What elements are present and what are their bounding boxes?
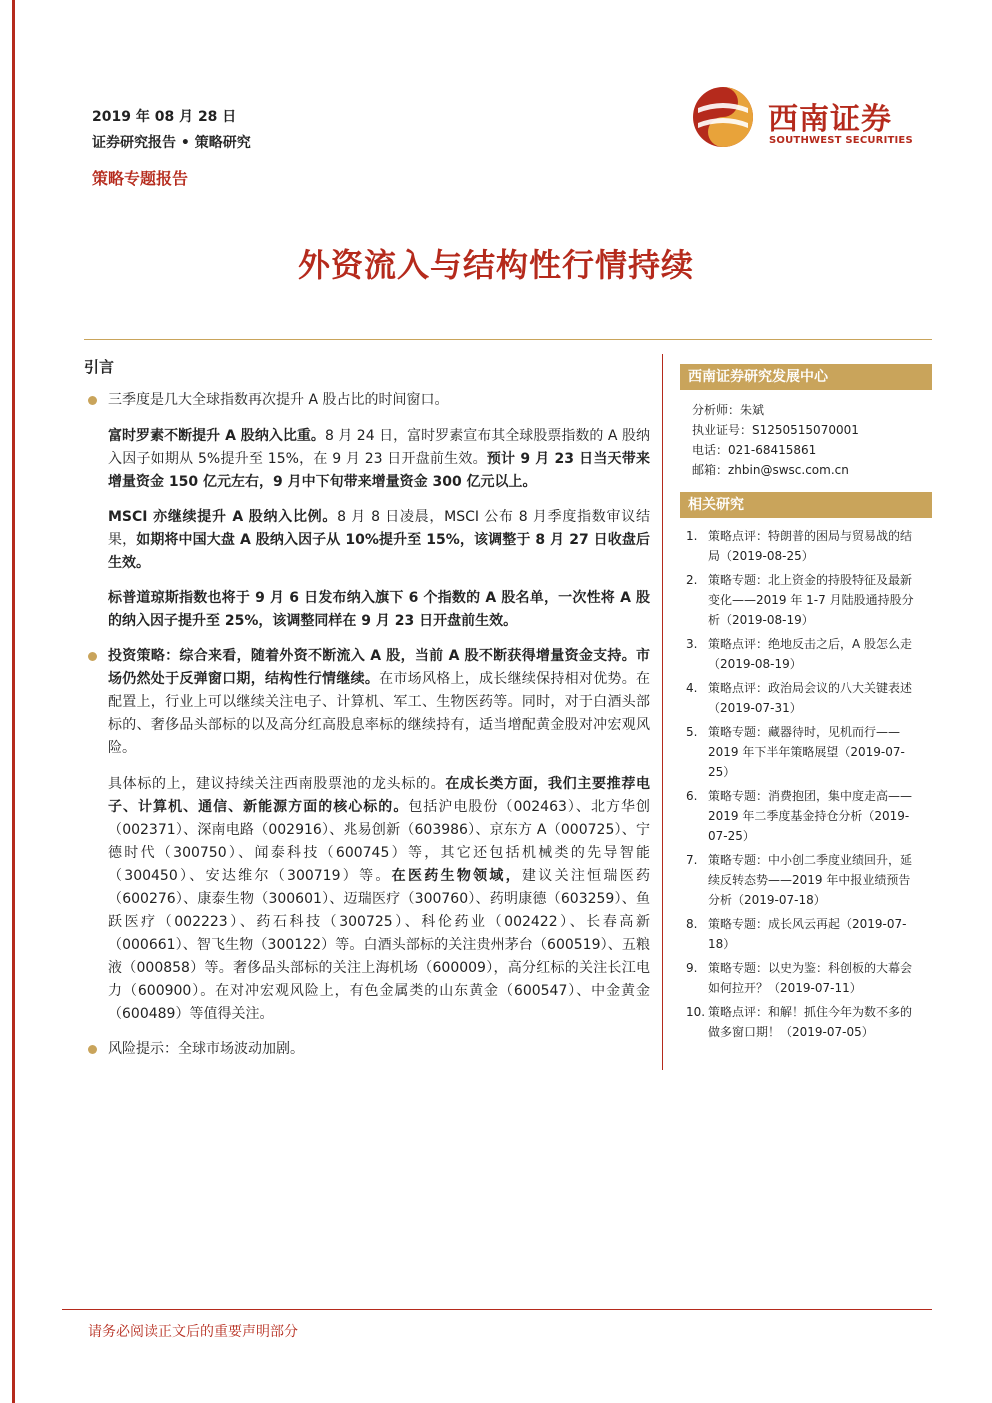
paragraph-msci [84, 506, 650, 575]
msci-text: 8 月 8 日凌晨，MSCI 公布 8 月季度指数审议结果， [108, 509, 650, 548]
paragraph-sp [84, 587, 650, 633]
related-research-list [680, 526, 932, 1042]
strategy-heading: 投资策略：综合来看，随着外资不断流入 A 股，当前 A 股不断获得增量资金支持。市场仍然处于反弹窗口期，结构性行情继续。 [108, 648, 650, 687]
item-text: 策略点评：绝地反击之后，A 股怎么走（2019-08-19） [708, 637, 913, 671]
item-text: 策略专题：中小创二季度业绩回升，延续反转态势——2019 年中报业绩预告分析（2019-07-18） [708, 853, 913, 907]
item-text: 策略专题：藏器待时，见机而行——2019 年下半年策略展望（2019-07-25） [708, 725, 905, 779]
item-number: 8. [686, 917, 698, 931]
ftse-estimate: 预计 9 月 23 日当天带来增量资金 150 亿元左右，9 月中下旬带来增量资金 300 亿元以上。 [108, 451, 650, 490]
item-number: 3. [686, 637, 698, 651]
item-text: 策略专题：以史为鉴：科创板的大幕会如何拉开？（2019-07-11） [708, 961, 913, 995]
paragraph-strategy [84, 645, 650, 760]
list-item[interactable] [680, 958, 932, 998]
footer-divider [62, 1309, 932, 1310]
ftse-heading: 富时罗素不断提升 A 股纳入比重。 [108, 428, 325, 444]
item-number: 5. [686, 725, 698, 739]
sp-text: 标普道琼斯指数也将于 9 月 6 日发布纳入旗下 6 个指数的 A 股名单，一次性将 A 股的纳入因子提升至 25%，该调整同样在 9 月 23 日开盘前生效。 [108, 590, 650, 629]
related-research-header: 相关研究 [680, 492, 932, 518]
msci-detail: 如期将中国大盘 A 股纳入因子从 10%提升至 15%，该调整于 8 月 27 日收盘后生效。 [108, 532, 650, 571]
left-accent-rule [12, 0, 15, 1403]
section-title: 引言 [84, 358, 115, 376]
msci-heading: MSCI 亦继续提升 A 股纳入比例。 [108, 509, 338, 525]
item-number: 6. [686, 789, 698, 803]
picks-growth-heading: 在成长类方面，我们主要推荐电子、计算机、通信、新能源方面的核心标的。 [108, 776, 651, 815]
report-subtype: 策略专题报告 [92, 169, 189, 188]
footer-disclaimer: 请务必阅读正文后的重要声明部分 [88, 1324, 298, 1340]
item-text: 策略专题：消费抱团，集中度走高——2019 年二季度基金持仓分析（2019-07-25） [708, 789, 913, 843]
paragraph-intro: 三季度是几大全球指数再次提升 A 股占比的时间窗口。 [84, 389, 650, 412]
title-divider [84, 339, 932, 340]
list-item[interactable] [680, 634, 932, 674]
logo-name-cn: 西南证券 [768, 102, 892, 137]
list-item[interactable] [680, 786, 932, 846]
analyst-license: 执业证号：S1250515070001 [692, 423, 859, 437]
list-item[interactable] [680, 526, 932, 566]
report-title: 外资流入与结构性行情持续 [297, 246, 694, 284]
list-item[interactable] [680, 914, 932, 954]
list-item[interactable] [680, 678, 932, 718]
picks-pharma-heading: 在医药生物领域， [391, 868, 522, 884]
strategy-text: 在市场风格上，成长继续保持相对优势。在配置上，行业上可以继续关注电子、计算机、军工、生物医药等。同时，对于白酒头部标的、奢侈品头部标的以及高分红高股息率标的继续持有，适当增配黄金股对冲宏观风险。 [108, 671, 651, 756]
picks-intro: 具体标的上，建议持续关注西南股票池的龙头标的。 [108, 776, 446, 792]
picks-pharma-list: 建议关注恒瑞医药（600276）、康泰生物（300601）、迈瑞医疗（300760）、药明康德（603259）、鱼跃医疗（002223）、药石科技（300725）、科伦药业（002422）、长春高新（000661）、智飞生物（300122）等。白酒头部标的关注贵州茅台（600519）、五粮液（000858）等。奢侈品头部标的关注上海机场（600009），高分红标的关注长江电力（600900）。在对冲宏观风险上，有色金属类的山东黄金（600547）、中金黄金（600489）等值得关注。 [108, 868, 651, 1022]
paragraph-risk: 风险提示：全球市场波动加剧。 [84, 1038, 650, 1061]
item-text: 策略点评：和解！抓住今年为数不多的做多窗口期！（2019-07-05） [708, 1005, 913, 1039]
column-divider [662, 354, 663, 1070]
main-content [84, 356, 650, 1074]
list-item[interactable] [680, 570, 932, 630]
item-number: 10. [686, 1005, 706, 1019]
list-item[interactable] [680, 850, 932, 910]
logo-name-en: SOUTHWEST SECURITIES [769, 135, 913, 146]
ftse-text: 8 月 24 日，富时罗素宣布其全球股票指数的 A 股纳入因子如期从 5%提升至 15%，在 9 月 23 日开盘前生效。 [108, 428, 650, 467]
picks-growth-list: 包括沪电股份（002463）、北方华创（002371）、深南电路（002916）、兆易创新（603986）、京东方 A（000725）、宁德时代（300750）、闻泰科技（600745）等，其它还包括机械类的先导智能（300450）、安达维尔（300719）等。 [108, 799, 651, 884]
item-text: 策略点评：特朗普的困局与贸易战的结局（2019-08-25） [708, 529, 913, 563]
company-logo [692, 86, 932, 152]
paragraph-picks [84, 773, 650, 1026]
report-date: 2019 年 08 月 28 日 [92, 109, 237, 125]
research-center-header: 西南证券研究发展中心 [680, 364, 932, 390]
list-item[interactable] [680, 722, 932, 782]
item-text: 策略专题：成长风云再起（2019-07-18） [708, 917, 907, 951]
item-number: 2. [686, 573, 698, 587]
item-text: 策略点评：政治局会议的八大关键表述（2019-07-31） [708, 681, 913, 715]
item-number: 1. [686, 529, 698, 543]
paragraph-ftse [84, 425, 650, 494]
analyst-name: 分析师：朱斌 [692, 403, 765, 417]
list-item[interactable] [680, 1002, 932, 1042]
item-number: 7. [686, 853, 698, 867]
sidebar [680, 364, 932, 1046]
logo-mark-icon [692, 86, 754, 148]
item-number: 4. [686, 681, 698, 695]
item-text: 策略专题：北上资金的持股特征及最新变化——2019 年 1-7 月陆股通持股分析（2019-08-19） [708, 573, 914, 627]
analyst-info [680, 390, 932, 492]
analyst-email: 邮箱：zhbin@swsc.com.cn [692, 463, 849, 477]
report-type: 证券研究报告 • 策略研究 [92, 135, 251, 151]
item-number: 9. [686, 961, 698, 975]
analyst-phone: 电话：021-68415861 [692, 443, 817, 457]
